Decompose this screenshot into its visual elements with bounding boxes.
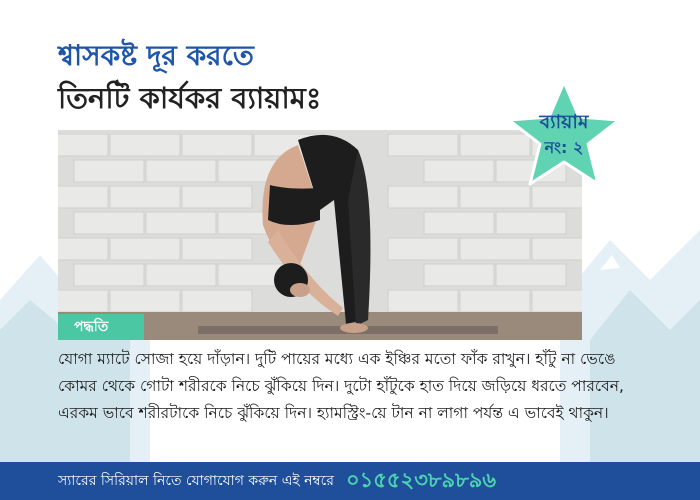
method-label: পদ্ধতি — [58, 314, 144, 340]
footer-bar — [0, 462, 700, 500]
exercise-photo — [58, 130, 582, 340]
exercise-label: ব্যায়াম — [539, 111, 589, 133]
title-line-1: শ্বাসকষ্ট দূর করতে — [58, 39, 254, 72]
footer-text: স্যারের সিরিয়াল নিতে যোগাযোগ করুন এই নম্বরে — [58, 473, 335, 489]
exercise-description: যোগা ম্যাটে সোজা হয়ে দাঁড়ান। দুটি পায়ের মধ্যে এক ইঞ্চির মতো ফাঁক রাখুন। হাঁটু না ভেঙে কোমর থেকে গোটা শরীরকে নিচে ঝুঁকিয়ে দিন। দুটো হাঁটুকে হাত দিয়ে জড়িয়ে ধরতে পারবেন, এরকম ভাবে শরীরটাকে নিচে ঝুঁকিয়ে দিন। হ্যামস্ট্রিং-য়ে টান না লাগা পর্যন্ত এ ভাবেই থাকুন। — [58, 350, 624, 422]
title-line-2: তিনটি কার্যকর ব্যায়ামঃ — [58, 81, 322, 115]
exercise-number: নং: ২ — [544, 138, 584, 157]
phone-number[interactable]: ০১৫৫২৩৮৯৮৯৬ — [346, 467, 497, 492]
